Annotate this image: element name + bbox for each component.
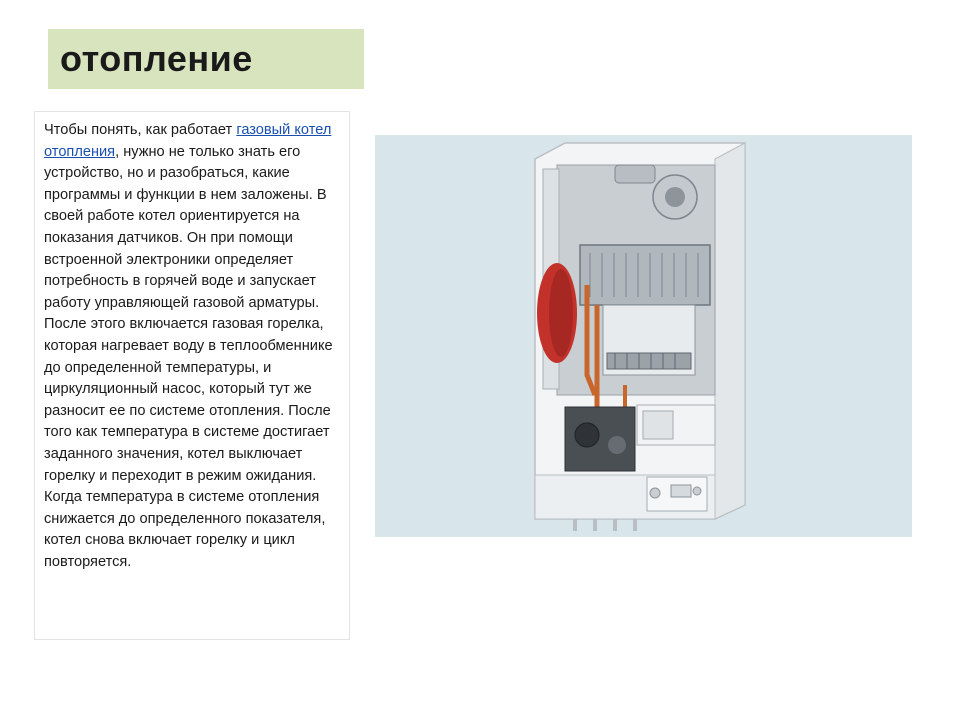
paragraph-start: Чтобы понять, как работает [44,122,237,138]
text-block [34,111,350,640]
boiler-link[interactable]: газовый котел отопления [44,122,332,160]
paragraph-rest: , нужно не только знать его устройство, но и разобраться, какие программы и функции в нем заложены. В своей работе котел ориентируется на показания датчиков. Он при помощи встроенной электроники определяет потребность в горячей воде и запускает работу управляющей газовой арматуры. После этого включается газовая горелка, которая нагревает воду в теплообменнике до определенной температуры, и циркуляционный насос, который тут же разносит ее по системе отопления. После того как температура в системе достигает заданного значения, котел выключает горелку и переходит в режим ожидания. Когда температура в системе отопления снижается до определенного показателя, котел снова включает горелку и цикл повторяется. [44,143,333,570]
body-paragraph [44,120,341,573]
title-banner [48,29,364,89]
boiler-image [375,135,912,537]
slide-title: отопление [60,38,253,79]
gas-boiler-cutaway-icon [375,135,912,537]
